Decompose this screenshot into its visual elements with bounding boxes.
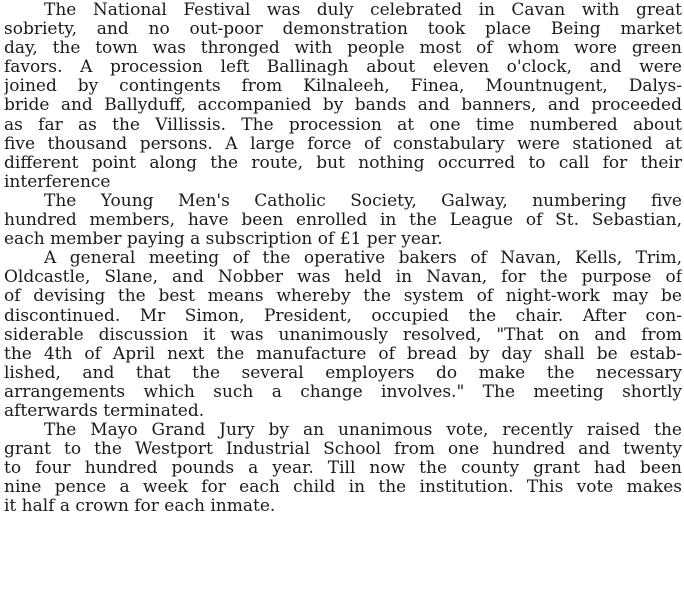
text-line: day, the town was thronged with people most of whom wore green xyxy=(4,39,682,59)
text-line: sobriety, and no out-poor demonstration took place Being market xyxy=(4,20,682,40)
text-line: hundred members, have been enrolled in the League of St. Sebastian, xyxy=(4,211,682,231)
text-line: The National Festival was duly celebrated in Cavan with great xyxy=(44,1,682,20)
text-line: discontinued. Mr Simon, President, occupied the chair. After con- xyxy=(4,306,682,326)
text-line: grant to the Westport Industrial School from one hundred and twenty xyxy=(4,440,682,460)
text-line: The Mayo Grand Jury by an unanimous vote, recently raised the xyxy=(44,421,682,441)
text-line: nine pence a week for each child in the institution. This vote makes xyxy=(4,478,682,498)
paragraph-young-mens-society xyxy=(4,192,682,249)
text-line: lished, and that the several employers do make the necessary xyxy=(4,363,682,383)
text-line: bride and Ballyduff, accompanied by bands and banners, and proceeded xyxy=(4,96,682,116)
text-line: A general meeting of the operative bakers of Navan, Kells, Trim, xyxy=(44,249,682,269)
text-line: different point along the route, but nothing occurred to call for their xyxy=(4,153,682,173)
text-line: afterwards terminated. xyxy=(4,401,205,421)
text-line: interference xyxy=(4,172,111,192)
text-line: favors. A procession left Ballinagh about eleven o'clock, and were xyxy=(4,58,682,78)
text-line: five thousand persons. A large force of constabulary were stationed at xyxy=(4,134,682,154)
paragraph-bakers-meeting xyxy=(4,249,682,421)
text-line: Oldcastle, Slane, and Nobber was held in Navan, for the purpose of xyxy=(4,268,682,288)
text-line: arrangements which such a change involves." The meeting shortly xyxy=(4,382,682,402)
text-line: The Young Men's Catholic Society, Galway, numbering five xyxy=(44,191,682,211)
text-line: joined by contingents from Kilnaleeh, Finea, Mountnugent, Dalys- xyxy=(4,77,682,97)
text-line: it half a crown for each inmate. xyxy=(4,497,276,517)
text-line: as far as the Villissis. The procession at one time numbered about xyxy=(4,115,682,135)
paragraph-mayo-grand-jury xyxy=(4,421,682,516)
text-line: the 4th of April next the manufacture of bread by day shall be estab- xyxy=(4,344,682,364)
text-line: siderable discussion it was unanimously resolved, "That on and from xyxy=(4,325,682,345)
text-line: each member paying a subscription of £1 per year. xyxy=(4,230,443,250)
paragraph-cavan-festival xyxy=(4,1,682,192)
text-line: to four hundred pounds a year. Till now the county grant had been xyxy=(4,459,682,479)
text-line: of devising the best means whereby the system of night-work may be xyxy=(4,287,682,307)
